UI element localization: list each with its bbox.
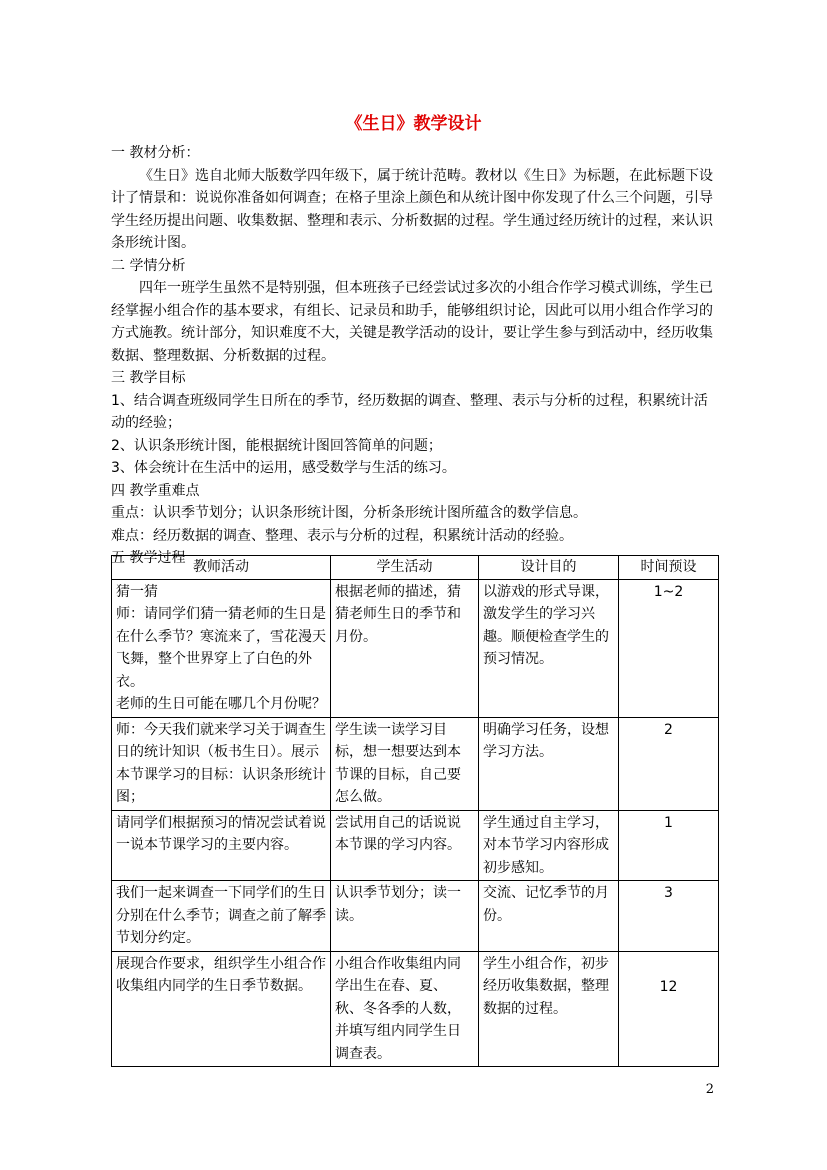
teaching-process-table [111, 555, 719, 1067]
table-header-row [112, 556, 719, 580]
body-text [111, 142, 721, 570]
paragraph: 重点：认识季节划分；认识条形统计图，分析条形统计图所蕴含的数学信息。 [111, 505, 587, 521]
section-3 [111, 367, 721, 480]
student-activity-cell: 认识季节划分；读一读。 [331, 881, 479, 952]
design-purpose-cell: 明确学习任务，设想学习方法。 [479, 717, 619, 810]
teacher-activity-cell: 我们一起来调查一下同学们的生日分别在什么季节；调查之前了解季节划分约定。 [112, 881, 331, 952]
section-2 [111, 255, 721, 368]
teacher-activity-cell: 师：今天我们就来学习关于调查生日的统计知识（板书生日）。展示本节课学习的目标：认识条形统计图； [112, 717, 331, 810]
time-cell: 2 [619, 717, 719, 810]
section-heading: 四 教学重难点 [111, 482, 200, 499]
column-header-time: 时间预设 [619, 556, 719, 580]
time-cell: 1 [619, 810, 719, 881]
teacher-activity-cell: 请同学们根据预习的情况尝试着说一说本节课学习的主要内容。 [112, 810, 331, 881]
section-heading: 三 教学目标 [111, 370, 186, 386]
design-purpose-cell: 学生通过自主学习，对本节学习内容形成初步感知。 [479, 810, 619, 881]
paragraph: 难点：经历数据的调查、整理、表示与分析的过程，积累统计活动的经验。 [111, 527, 573, 544]
table-row [112, 717, 719, 810]
student-activity-cell: 尝试用自己的话说说本节课的学习内容。 [331, 810, 479, 881]
section-1 [111, 142, 721, 255]
paragraph: 四年一班学生虽然不是特别强，但本班孩子已经尝试过多次的小组合作学习模式训练，学生已经掌握小组合作的基本要求，有组长、记录员和助手，能够组织讨论，因此可以用小组合作学习的方式施教。统计部分，知识难度不大，关键是教学活动的设计，要让学生参与到活动中，经历收集数据、整理数据、分析数据的过程。 [111, 280, 713, 364]
column-header-teacher: 教师活动 [112, 556, 331, 580]
time-cell: 1~2 [619, 579, 719, 717]
table-row [112, 951, 719, 1067]
section-heading: 二 学情分析 [111, 257, 186, 274]
time-cell: 3 [619, 881, 719, 952]
section-4 [111, 480, 721, 548]
table-row [112, 881, 719, 952]
column-header-student: 学生活动 [331, 556, 479, 580]
design-purpose-cell: 学生小组合作，初步经历收集数据，整理数据的过程。 [479, 951, 619, 1067]
teacher-activity-cell: 猜一猜 师：请同学们猜一猜老师的生日是在什么季节？寒流来了，雪花漫天飞舞，整个世界穿上了白色的外衣。 老师的生日可能在哪几个月份呢？ [112, 579, 331, 717]
page-number: 2 [705, 1082, 714, 1097]
table-row [112, 579, 719, 717]
student-activity-cell: 学生读一读学习目标，想一想要达到本节课的目标，自己要怎么做。 [331, 717, 479, 810]
section-heading: 一 教材分析： [111, 145, 200, 161]
design-purpose-cell: 以游戏的形式导课，激发学生的学习兴趣。顺便检查学生的预习情况。 [479, 579, 619, 717]
student-activity-cell: 小组合作收集组内同学出生在春、夏、秋、冬各季的人数，并填写组内同学生日调查表。 [331, 951, 479, 1067]
student-activity-cell: 根据老师的描述，猜猜老师生日的季节和月份。 [331, 579, 479, 717]
document-title: 《生日》教学设计 [345, 114, 482, 134]
time-cell: 12 [619, 951, 719, 1067]
paragraph: 1、结合调查班级同学生日所在的季节，经历数据的调查、整理、表示与分析的过程，积累统计活动的经验； [111, 392, 708, 431]
table-row [112, 810, 719, 881]
teacher-activity-cell: 展现合作要求，组织学生小组合作收集组内同学的生日季节数据。 [112, 951, 331, 1067]
column-header-purpose: 设计目的 [479, 556, 619, 580]
paragraph: 2、认识条形统计图，能根据统计图回答简单的问题； [111, 437, 442, 454]
design-purpose-cell: 交流、记忆季节的月份。 [479, 881, 619, 952]
section-heading: 五 教学过程 [111, 550, 186, 566]
paragraph: 3、体会统计在生活中的运用，感受数学与生活的练习。 [111, 460, 456, 476]
paragraph: 《生日》选自北师大版数学四年级下，属于统计范畴。教材以《生日》为标题，在此标题下设计了情景和：说说你准备如何调查；在格子里涂上颜色和从统计图中你发现了什么三个问题，引导学生经历提出问题、收集数据、整理和表示、分析数据的过程。学生通过经历统计的过程，来认识条形统计图。 [111, 167, 713, 251]
